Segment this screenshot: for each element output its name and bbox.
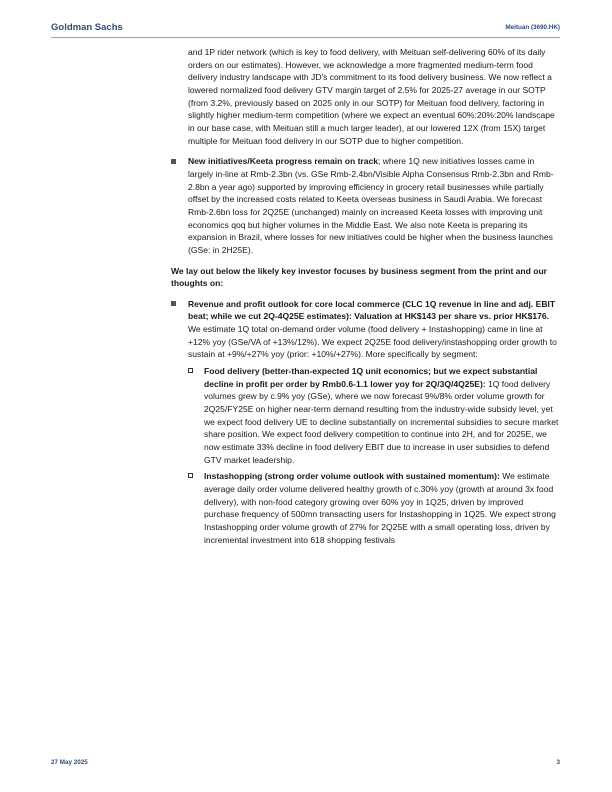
- bullet-text: We estimate 1Q total on-demand order volume (food delivery + Instashopping) came in line at +12% yoy (GSe/VA of +13%/12%). We expect 2Q25E food delivery/instashopping order growth to sustain at +9%/+27% yoy (prior: +10%/+27%). More specifically by segment:: [188, 324, 557, 360]
- intro-paragraph: We lay out below the likely key investor focuses by business segment from the print and our thoughts on:: [171, 265, 547, 289]
- sub-bullet-text: We estimate average daily order volume delivered healthy growth of c.30% yoy (growth at around 3x food delivery), with non-food category growing over 60% yoy in 1Q25, driven by improved purchase frequency of 500mn transacting users for Instashopping in 1Q25. We expect strong Instashopping order volume growth of 27% for 2Q25E with a small operating loss, driven by incremental investment into 618 shopping festivals: [204, 471, 556, 545]
- bullet-new-initiatives: [171, 155, 560, 256]
- brand-logo-text: Goldman Sachs: [51, 22, 123, 33]
- ticker-label: Meituan (3690.HK): [505, 24, 560, 31]
- hollow-square-bullet-icon: [188, 473, 193, 478]
- page-number: 3: [556, 759, 560, 766]
- header-divider: [51, 37, 560, 38]
- square-bullet-icon: [171, 159, 176, 164]
- sub-bullet-heading: Instashopping (strong order volume outlook with sustained momentum):: [204, 471, 500, 482]
- bullet-core-local-commerce: [171, 298, 560, 361]
- sub-bullet-heading: Food delivery (better-than-expected 1Q unit economics; but we expect substantial decline in profit per order by Rmb0.6-1.1 lower yoy for 2Q/3Q/4Q25E):: [204, 366, 538, 389]
- bullet-heading: New initiatives/Keeta progress remain on track: [188, 156, 379, 167]
- square-bullet-icon: [171, 301, 176, 306]
- footer-date: 27 May 2025: [51, 759, 88, 766]
- bullet-text: ; where 1Q new initiatives losses came in largely in-line at Rmb-2.3bn (vs. GSe Rmb-2.4bn/Visible Alpha Consensus Rmb-2.3bn and Rmb-2.8bn a year ago) supported by improving efficiency in grocery retail businesses while partially offset by the increased costs related to Keeta overseas business in Saudi Arabia. We forecast Rmb-2.6bn loss for 2Q25E (unchanged) mainly on increased Keeta losses with improving unit economics qoq but higher volumes in the Middle East. We also note Keeta is preparing its expansion in Brazil, where losses for new initiatives could be higher when the business launches (GSe: in 2H25E).: [188, 156, 554, 255]
- sub-bullet-text: 1Q food delivery volumes grew by c.9% yoy (GSe), where we now forecast 9%/8% order volume growth for 2Q25/FY25E on higher near-term demand resulting from the industry-wide subsidy level, yet we expect food delivery UE to decline substantially on incremental subsidies to secure market share position. We expect food delivery competition to continue into 2H, and for 2025E, we now estimate 33% decline in food delivery EBIT due to increase in user subsidies to defend GTV market leadership.: [204, 378, 559, 465]
- report-body: [171, 46, 560, 546]
- hollow-square-bullet-icon: [188, 368, 193, 373]
- sub-bullet-food-delivery: [188, 365, 560, 466]
- sub-bullet-instashopping: [188, 470, 560, 546]
- continuation-paragraph: and 1P rider network (which is key to food delivery, with Meituan self-delivering 60% of its daily orders on our estimates). However, we acknowledge a more fragmented medium-term food delivery industry landscape with JD's commitment to its food delivery business. We now reflect a lowered normalized food delivery GTV margin target of 2.5% for 2025-27 average in our SOTP (from 3.2%, previously based on 2025 only in our SOTP) for Meituan food delivery, factoring in slightly higher medium-term competition (where we expect an eventual 60%:20%:20% landscape in our base case, with Meituan still a much larger leader), at our lowered 12X (from 15X) target multiple for Meituan food delivery in our SOTP due to higher competition.: [188, 47, 555, 146]
- bullet-heading: Revenue and profit outlook for core local commerce (CLC 1Q revenue in line and adj. EBIT beat; while we cut 2Q-4Q25E estimates): Valuation at HK$143 per share vs. prior HK$176.: [188, 298, 556, 322]
